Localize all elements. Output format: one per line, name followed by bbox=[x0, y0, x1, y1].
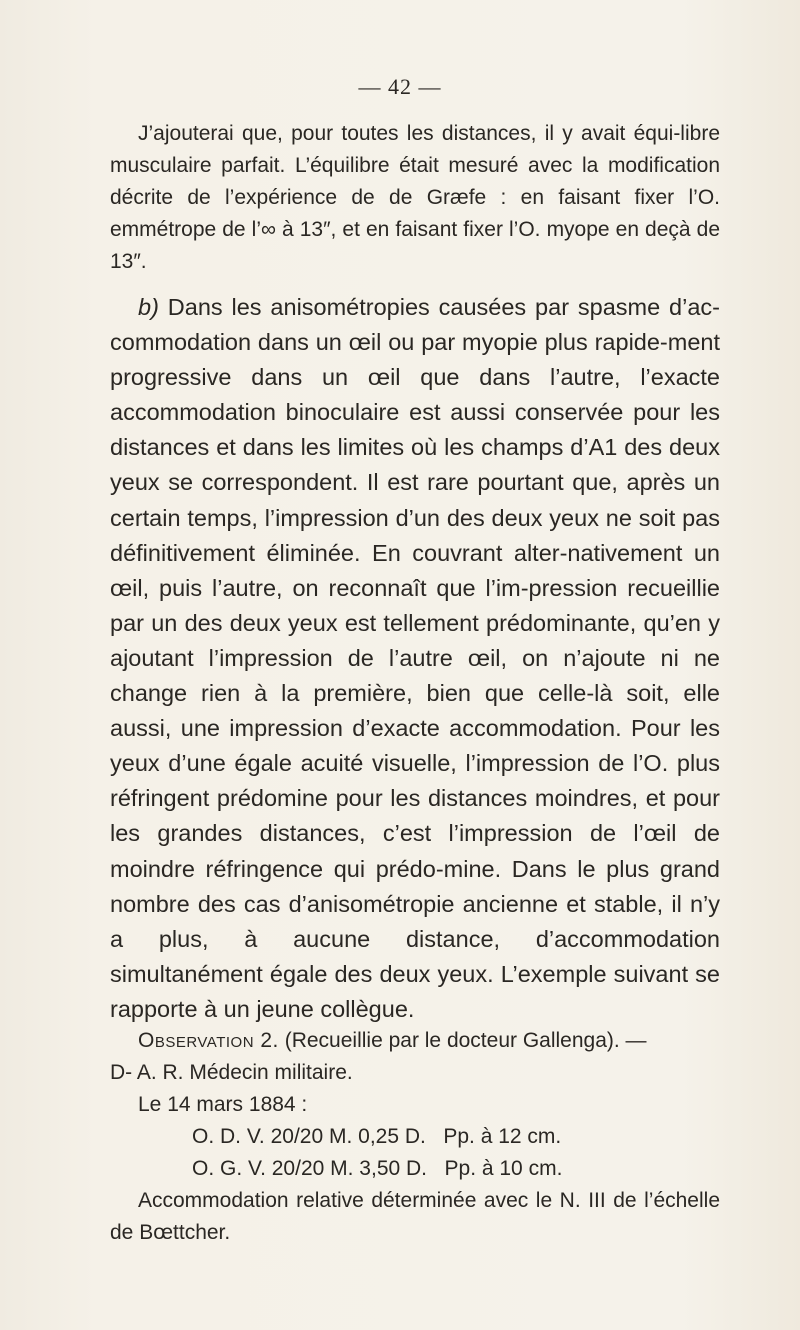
paragraph-label: b) bbox=[138, 294, 159, 320]
observation-heading bbox=[110, 1025, 720, 1057]
observation-date: Le 14 mars 1884 : bbox=[138, 1093, 308, 1116]
paragraph-anisometropies bbox=[110, 290, 720, 1027]
paragraph-body: Dans les anisométropies causées par spasme d’ac-commodation dans un œil ou par myopie plus rapide-ment progressive dans un œil que dans l’autre, l’exacte accommodation binoculaire est aussi conservée pour les distances et dans les limites où les champs d’A1 des deux yeux se correspondent. Il est rare pourtant que, après un certain temps, l’impression d’un des deux yeux ne soit pas définitivement éliminée. En couvrant alter-nativement un œil, puis l’autre, on reconnaît que l’im-pression recueillie par un des deux yeux est tellement prédominante, qu’en y ajoutant l’impression de l’autre œil, on n’ajoute ni ne change rien à la première, bien que celle-là soit, elle aussi, une impression d’exacte accommodation. Pour les yeux d’une égale acuité visuelle, l’impression de l’O. plus réfringent prédomine pour les distances moindres, et pour les grandes distances, c’est l’impression de l’œil de moindre réfringence qui prédo-mine. Dans le plus grand nombre des cas d’anisométropie ancienne et stable, il n’y a plus, à aucune distance, d’accommodation simultanément égale des deux yeux. L’exemple suivant se rapporte à un jeune collègue. bbox=[110, 294, 720, 1022]
page-number: — 42 — bbox=[358, 74, 442, 99]
observation-right-eye: O. D. V. 20/20 M. 0,25 D. Pp. à 12 cm. bbox=[192, 1125, 562, 1148]
observation-patient: D- A. R. Médecin militaire. bbox=[110, 1061, 353, 1084]
observation-accommodation: Accommodation relative déterminée avec le N. III de l’échelle de Bœttcher. bbox=[110, 1189, 720, 1244]
observation-block bbox=[110, 1025, 720, 1249]
paragraph-equilibre: J’ajouterai que, pour toutes les distances, il y avait équi-libre musculaire parfait. L’équilibre était mesuré avec la modification décrite de l’expérience de de Græfe : en faisant fixer l’O. emmétrope de l’∞ à 13″, et en faisant fixer l’O. myope en deçà de 13″. bbox=[110, 122, 720, 273]
observation-left-eye: O. G. V. 20/20 M. 3,50 D. Pp. à 10 cm. bbox=[192, 1157, 563, 1180]
observation-source: (Recueillie par le docteur Gallenga). — bbox=[278, 1029, 647, 1052]
observation-label: Observation 2. bbox=[138, 1029, 279, 1052]
